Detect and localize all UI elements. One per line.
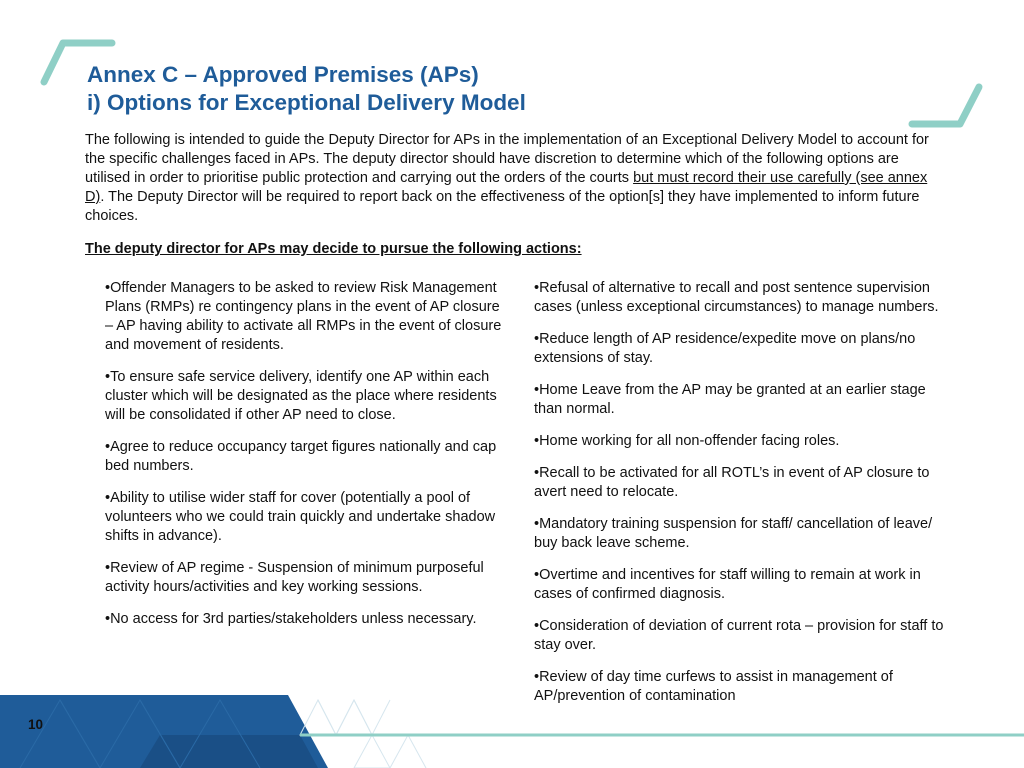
action-item: •Home Leave from the AP may be granted at an earlier stage than normal. [534, 382, 926, 417]
action-item: •Reduce length of AP residence/expedite move on plans/no extensions of stay. [534, 331, 916, 366]
action-item: •Mandatory training suspension for staff/ cancellation of leave/ buy back leave scheme. [534, 516, 933, 551]
right-actions-list [534, 279, 944, 719]
title-line-2: i) Options for Exceptional Delivery Model [87, 90, 526, 115]
action-item: •No access for 3rd parties/stakeholders unless necessary. [105, 611, 477, 627]
left-actions-list [105, 279, 510, 642]
intro-paragraph [85, 131, 945, 226]
intro-underlined-text: but must record their use carefully (see annex D) [85, 170, 928, 205]
intro-text-2: . The Deputy Director will be required to report back on the effectiveness of the option[s] they have implemented to inform future choices. [85, 189, 920, 224]
action-item: •Home working for all non-offender facing roles. [534, 433, 840, 449]
footer-band-dark [140, 735, 318, 768]
action-item: •Agree to reduce occupancy target figures nationally and cap bed numbers. [105, 439, 497, 474]
action-item: •Consideration of deviation of current rota – provision for staff to stay over. [534, 618, 944, 653]
action-item: •Review of AP regime - Suspension of minimum purposeful activity hours/activities and key working sessions. [105, 560, 484, 595]
action-item: •To ensure safe service delivery, identify one AP within each cluster which will be designated as the place where residents will be consolidated if other AP need to close. [105, 369, 497, 423]
action-item: •Ability to utilise wider staff for cover (potentially a pool of volunteers who we could train quickly and undertake shadow shifts in advance). [105, 490, 496, 544]
action-item: •Offender Managers to be asked to review Risk Management Plans (RMPs) re contingency plans in the event of AP closure – AP having ability to activate all RMPs in the event of closure and movement of residents. [105, 280, 502, 353]
action-item: •Overtime and incentives for staff willing to remain at work in cases of confirmed diagnosis. [534, 567, 921, 602]
action-item: •Recall to be activated for all ROTL’s in event of AP closure to avert need to relocate. [534, 465, 930, 500]
intro-text-1: The following is intended to guide the Deputy Director for APs in the implementation of an Exceptional Delivery Model to account for the specific challenges faced in APs. The deputy director should have discretion to determine which of the following options are utilised in order to prioritise public protection and carrying out the orders of the courts [85, 132, 929, 186]
actions-subheading: The deputy director for APs may decide to pursue the following actions: [85, 241, 582, 257]
action-item: •Refusal of alternative to recall and post sentence supervision cases (unless exceptional circumstances) to manage numbers. [534, 280, 939, 315]
slide-title [87, 61, 927, 117]
page-number: 10 [28, 717, 44, 732]
action-item: •Review of day time curfews to assist in management of AP/prevention of contamination [534, 669, 893, 704]
title-line-1: Annex C – Approved Premises (APs) [87, 62, 479, 87]
